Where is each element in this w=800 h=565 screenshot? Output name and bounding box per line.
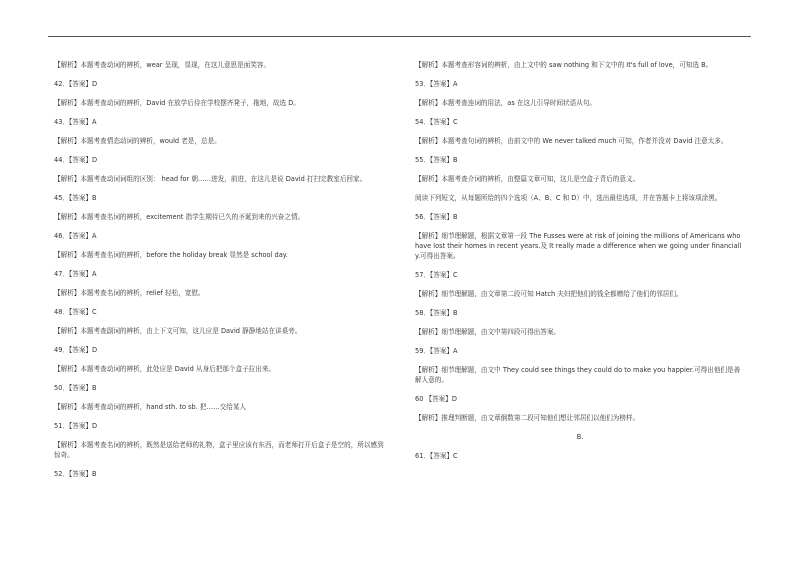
answer-explanation: 【解析】细节理解题，由文中 They could see things they could do to make you happier.可得出他们是善解人意的。 — [415, 366, 741, 384]
answer-line: 61．【答案】C — [415, 452, 458, 460]
answer-explanation: 【解析】本题考查动词词组的区别： head for 朝……进发，前进，在这儿是说 David 打扫完教室后回家。 — [54, 175, 367, 183]
answer-line: 58．【答案】B — [415, 309, 458, 317]
header-rule — [48, 36, 751, 37]
answer-explanation: 【解析】本题考查形容词的辨析，由上文中的 saw nothing 和下文中的 It's full of love，可知选 B。 — [415, 61, 713, 69]
right-column — [415, 60, 745, 461]
answer-line: 60 【答案】D — [415, 395, 457, 403]
answer-line: 54．【答案】C — [415, 118, 458, 126]
answer-explanation: 【解析】细节理解题，由文章第二段可知 Hatch 夫妇把他们的钱全都赠给了他们的邻居们。 — [415, 290, 683, 298]
answer-explanation: 【解析】本题考查副词的辨析，由上下文可知，这儿应是 David 静静地站在讲桌旁。 — [54, 327, 302, 335]
answer-line: 43．【答案】A — [54, 118, 97, 126]
answer-explanation: 【解析】细节理解题，根据文章第一段 The Fusses were at risk of joining the millions of Americans who have lost their homes in recent years.及 It really made a difference when we going under financially.可得出答案。 — [415, 232, 742, 260]
answer-explanation: 【解析】本题考查名词的辨析，excitement 指学生期待已久的圣诞到来的兴奋之情。 — [54, 213, 305, 221]
answer-line: 47．【答案】A — [54, 270, 97, 278]
answer-explanation: 【解析】本题考查名词的辨析，before the holiday break 显然是 school day. — [54, 251, 288, 259]
answer-explanation: 【解析】本题考查动词的辨析，此处应是 David 从身后把那个盒子拉出来。 — [54, 365, 276, 373]
answer-line: 55．【答案】B — [415, 156, 458, 164]
answer-line: 45．【答案】B — [54, 194, 97, 202]
answer-line: 42．【答案】D — [54, 80, 98, 88]
answer-explanation: 【解析】推理判断题，由文章倒数第二段可知他们想让邻居们以他们为榜样。 — [415, 414, 640, 422]
answer-explanation: 【解析】本题考查动词的辨析，hand sth. to sb. 把……交给某人 — [54, 403, 247, 411]
answer-line: 53．【答案】A — [415, 80, 458, 88]
answer-line: 52．【答案】B — [54, 470, 97, 478]
answer-line: 50．【答案】B — [54, 384, 97, 392]
section-heading: B. — [576, 433, 584, 441]
answer-line: 57．【答案】C — [415, 271, 458, 279]
answer-line: 46．【答案】A — [54, 232, 97, 240]
section-instructions: 阅读下列短文，从每题所给的四个选项（A、B、C 和 D）中，选出最佳选项，并在答题卡上将该项涂黑。 — [415, 194, 722, 202]
answer-explanation: 【解析】本题考查动词的辨析，David 在放学后待在学校摆齐凳子，拖地，故选 D。 — [54, 99, 300, 107]
answer-explanation: 【解析】本题考查介词的辨析，由整篇文章可知，这儿是空盒子背后的意义。 — [415, 175, 640, 183]
answer-line: 59．【答案】A — [415, 347, 458, 355]
answer-line: 56．【答案】B — [415, 213, 458, 221]
answer-line: 51．【答案】D — [54, 422, 98, 430]
answer-line: 48．【答案】C — [54, 308, 97, 316]
left-column — [54, 60, 389, 479]
answer-explanation: 【解析】本题考查连词的用法，as 在这儿引导时间状语从句。 — [415, 99, 597, 107]
answer-explanation: 【解析】本题考查名词的辨析，既然是送给老师的礼物，盒子里应该有东西，而老师打开后盒子是空的，所以感到惊奇。 — [54, 441, 384, 459]
answer-explanation: 【解析】本题考查动词的辨析，wear 呈现，显现，在这儿意思是面笑容。 — [54, 61, 271, 69]
answer-explanation: 【解析】本题考查名词的辨析，relief 轻松，宽慰。 — [54, 289, 205, 297]
answer-line: 44．【答案】D — [54, 156, 98, 164]
answer-explanation: 【解析】本题考查情态动词的辨析，would 老是，总是。 — [54, 137, 221, 145]
answer-line: 49．【答案】D — [54, 346, 98, 354]
answer-explanation: 【解析】细节理解题，由文中第四段可得出答案。 — [415, 328, 561, 336]
answer-explanation: 【解析】本题考查句词的辨析，由前文中的 We never talked much 可知，作者并没对 David 注意太多。 — [415, 137, 728, 145]
